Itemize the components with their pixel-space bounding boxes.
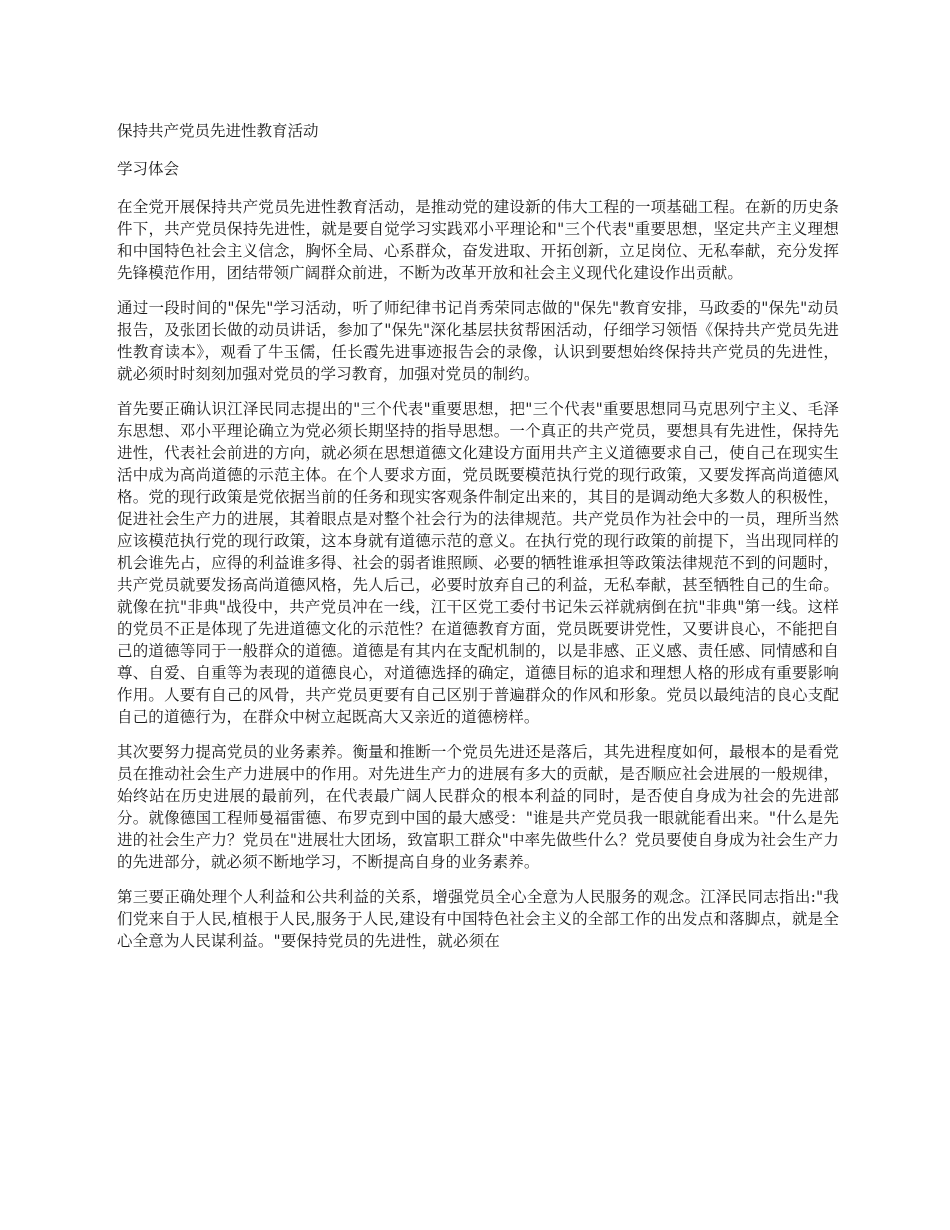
paragraph-2: 通过一段时间的"保先"学习活动，听了师纪律书记肖秀荣同志做的"保先"教育安排，马政委的"保先"动员报告，及张团长做的动员讲话，参加了"保先"深化基层扶贫帮困活动，仔细学习领悟《保持共产党员先进性教育读本》，观看了牛玉儒，任长霞先进事迹报告会的录像，认识到要想始终保持共产党员的先进性，就必须时时刻刻加强对党员的学习教育，加强对党员的制约。	[117, 299, 839, 383]
paragraph-1: 在全党开展保持共产党员先进性教育活动，是推动党的建设新的伟大工程的一项基础工程。在新的历史条件下，共产党员保持先进性，就是要自觉学习实践邓小平理论和"三个代表"重要思想，坚定共产主义理想和中国特色社会主义信念，胸怀全局、心系群众，奋发进取、开拓创新，立足岗位、无私奉献，充分发挥先锋模范作用，团结带领广阔群众前进，不断为改革开放和社会主义现代化建设作出贡献。	[117, 198, 839, 282]
document-title: 保持共产党员先进性教育活动	[117, 122, 319, 140]
document-subtitle: 学习体会	[117, 160, 180, 178]
paragraph-4: 其次要努力提高党员的业务素养。衡量和推断一个党员先进还是落后，其先进程度如何，最根本的是看党员在推动社会生产力进展中的作用。对先进生产力的进展有多大的贡献，是否顺应社会进展的一般规律，始终站在历史进展的最前列，在代表最广阔人民群众的根本利益的同时，是否使自身成为社会的先进部分。就像德国工程师曼福雷德、布罗克到中国的最大感受："谁是共产党员我一眼就能看出来。"什么是先进的社会生产力？党员在"进展壮大团场，致富职工群众"中率先做些什么？党员要使自身成为社会生产力的先进部分，就必须不断地学习，不断提高自身的业务素养。	[117, 743, 839, 871]
paragraph-3: 首先要正确认识江泽民同志提出的"三个代表"重要思想，把"三个代表"重要思想同马克思列宁主义、毛泽东思想、邓小平理论确立为党必须长期坚持的指导思想。一个真正的共产党员，要想具有先进性，保持先进性，代表社会前进的方向，就必须在思想道德文化建设方面用共产主义道德要求自己，使自己在现实生活中成为高尚道德的示范主体。在个人要求方面，党员既要模范执行党的现行政策，又要发挥高尚道德风格。党的现行政策是党依据当前的任务和现实客观条件制定出来的，其目的是调动绝大多数人的积极性，促进社会生产力的进展，其着眼点是对整个社会行为的法律规范。共产党员作为社会中的一员，理所当然应该模范执行党的现行政策，这本身就有道德示范的意义。在执行党的现行政策的前提下，当出现同样的机会谁先占，应得的利益谁多得、社会的弱者谁照顾、必要的牺牲谁承担等政策法律规范不到的问题时，共产党员就要发扬高尚道德风格，先人后己，必要时放弃自己的利益，无私奉献，甚至牺牲自己的生命。就像在抗"非典"战役中，共产党员冲在一线，江干区党工委付书记朱云祥就病倒在抗"非典"第一线。这样的党员不正是体现了先进道德文化的示范性？在道德教育方面，党员既要讲党性，又要讲良心，不能把自己的道德等同于一般群众的道德。道德是有其内在支配机制的，以是非感、正义感、责任感、同情感和自尊、自爱、自重等为表现的道德良心，对道德选择的确定，道德目标的追求和理想人格的形成有重要影响作用。人要有自己的风骨，共产党员更要有自己区别于普遍群众的作风和形象。党员以最纯洁的良心支配自己的道德行为，在群众中树立起既高大又亲近的道德榜样。	[117, 400, 839, 726]
paragraph-5: 第三要正确处理个人利益和公共利益的关系，增强党员全心全意为人民服务的观念。江泽民同志指出:"我们党来自于人民,植根于人民,服务于人民,建设有中国特色社会主义的全部工作的出发点和落脚点，就是全心全意为人民谋利益。"要保持党员的先进性，就必须在	[117, 888, 839, 950]
document-page	[117, 120, 839, 965]
